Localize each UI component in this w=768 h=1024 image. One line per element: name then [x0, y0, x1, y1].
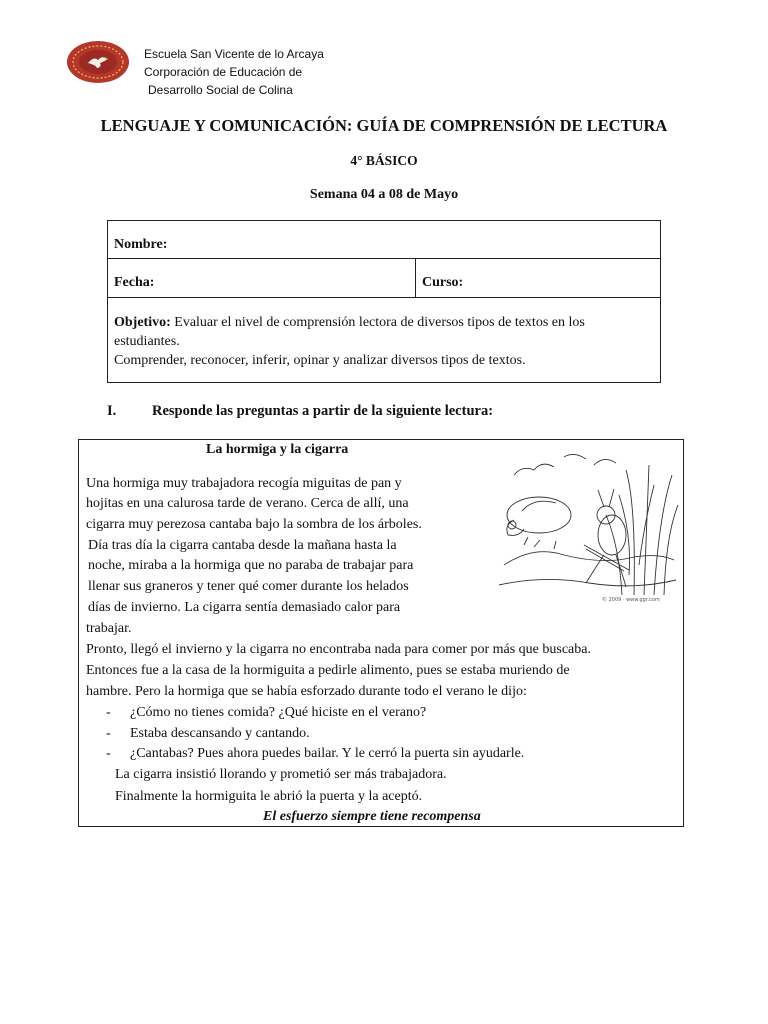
svg-text:© 2009 · www.ggr.com: © 2009 · www.ggr.com [602, 597, 660, 603]
school-name: Escuela San Vicente de lo Arcaya [144, 47, 324, 61]
ant-cicada-illustration [494, 445, 679, 605]
story-box [78, 439, 684, 827]
name-label: Nombre: [114, 237, 168, 252]
school-info [144, 45, 324, 99]
objective-skills: Comprender, reconocer, inferir, opinar y analizar diversos tipos de textos. [114, 353, 526, 368]
section-numeral: I. [107, 403, 117, 419]
name-row [108, 221, 660, 259]
date-course-row [108, 259, 660, 298]
student-info-table [107, 220, 661, 383]
cell-divider [415, 259, 416, 297]
closing-line: Finalmente la hormiguita le abrió la puerta y la aceptó. [115, 789, 423, 804]
date-label: Fecha: [114, 275, 155, 290]
school-corporation-cont: Desarrollo Social de Colina [148, 83, 293, 97]
objective-text: Evaluar el nivel de comprensión lectora de diversos tipos de textos en los [174, 315, 585, 330]
story-line: cigarra muy perezosa cantaba bajo la sombra de los árboles. [86, 517, 422, 532]
grade-label: 4° BÁSICO [350, 153, 418, 168]
dialogue-dash: - [106, 746, 111, 761]
story-line: Una hormiga muy trabajadora recogía miguitas de pan y [86, 476, 402, 491]
story-line: Entonces fue a la casa de la hormiguita a pedirle alimento, pues se estaba muriendo de [86, 663, 570, 678]
story-line: hojitas en una calurosa tarde de verano. Cerca de allí, una [86, 496, 409, 511]
week-label: Semana 04 a 08 de Mayo [309, 187, 459, 202]
objective-text-cont: estudiantes. [114, 334, 180, 349]
story-line: hambre. Pero la hormiga que se había esforzado durante todo el verano le dijo: [86, 684, 527, 699]
school-corporation: Corporación de Educación de [144, 65, 303, 79]
dialogue-dash: - [106, 726, 111, 741]
section-instruction: Responde las preguntas a partir de la siguiente lectura: [152, 403, 494, 419]
dialogue-line: ¿Cantabas? Pues ahora puedes bailar. Y le cerró la puerta sin ayudarle. [130, 746, 525, 761]
story-moral: El esfuerzo siempre tiene recompensa [263, 809, 481, 824]
dialogue-line: ¿Cómo no tienes comida? ¿Qué hiciste en el verano? [130, 705, 427, 720]
course-label: Curso: [422, 275, 464, 290]
story-line: trabajar. [86, 621, 132, 636]
story-line: Día tras día la cigarra cantaba desde la mañana hasta la [88, 538, 397, 553]
story-line: llenar sus graneros y tener qué comer durante los helados [88, 579, 409, 594]
guide-title: LENGUAJE Y COMUNICACIÓN: GUÍA DE COMPRENSIÓN DE LECTURA [100, 116, 668, 135]
objective-label: Objetivo: [114, 315, 171, 330]
school-logo [66, 40, 130, 84]
objective-block [114, 313, 654, 370]
story-line: Pronto, llegó el invierno y la cigarra no encontraba nada para comer por más que buscaba. [86, 642, 591, 657]
closing-line: La cigarra insistió llorando y prometió ser más trabajadora. [115, 767, 447, 782]
dialogue-line: Estaba descansando y cantando. [130, 726, 310, 741]
story-line: noche, miraba a la hormiga que no paraba de trabajar para [88, 558, 414, 573]
dialogue-dash: - [106, 705, 111, 720]
story-line: días de invierno. La cigarra sentía demasiado calor para [88, 600, 401, 615]
story-title: La hormiga y la cigarra [206, 442, 349, 457]
